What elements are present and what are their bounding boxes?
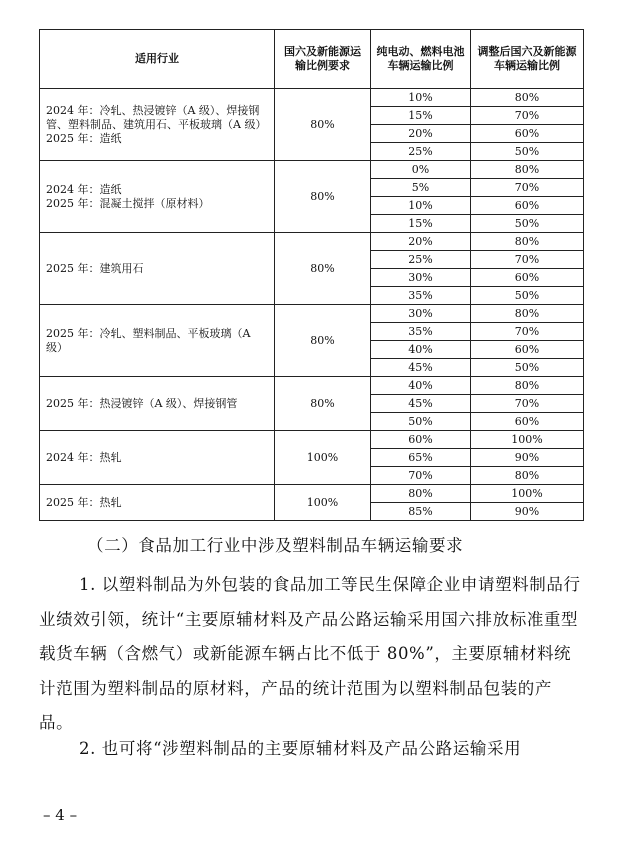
header-requirement: 国六及新能源运输比例要求 — [275, 30, 371, 89]
adjusted-ratio-cell: 50% — [471, 287, 584, 305]
industry-cell — [40, 161, 275, 233]
industry-line: 2025 年：造纸 — [46, 131, 122, 145]
table-row — [40, 305, 584, 323]
table-row — [40, 89, 584, 107]
industry-cell — [40, 305, 275, 377]
electric-ratio-cell: 10% — [371, 89, 471, 107]
electric-ratio-cell: 35% — [371, 287, 471, 305]
industry-line: 2025 年：建筑用石 — [46, 261, 144, 275]
electric-ratio-cell: 65% — [371, 449, 471, 467]
table-row — [40, 161, 584, 179]
adjusted-ratio-cell: 80% — [471, 377, 584, 395]
industry-line: 2025 年：热浸镀锌（A 级）、焊接钢管 — [46, 396, 238, 410]
adjusted-ratio-cell: 60% — [471, 413, 584, 431]
electric-ratio-cell: 40% — [371, 341, 471, 359]
adjusted-ratio-cell: 70% — [471, 179, 584, 197]
table-body — [40, 89, 584, 521]
adjusted-ratio-cell: 80% — [471, 161, 584, 179]
electric-ratio-cell: 10% — [371, 197, 471, 215]
electric-ratio-cell: 25% — [371, 251, 471, 269]
electric-ratio-cell: 85% — [371, 503, 471, 521]
industry-line: 2025 年：冷轧、塑料制品、平板玻璃（A 级） — [46, 326, 251, 354]
table-header-row — [40, 30, 584, 89]
industry-line: 2024 年：造纸 — [46, 182, 122, 196]
electric-ratio-cell: 70% — [371, 467, 471, 485]
industry-cell — [40, 431, 275, 485]
adjusted-ratio-cell: 70% — [471, 395, 584, 413]
adjusted-ratio-cell: 90% — [471, 503, 584, 521]
industry-line: 2024 年：热轧 — [46, 450, 122, 464]
industry-line: 2024 年：冷轧、热浸镀锌（A 级）、焊接钢管、塑料制品、建筑用石、平板玻璃（A 级） — [46, 103, 267, 131]
electric-ratio-cell: 50% — [371, 413, 471, 431]
table-row — [40, 485, 584, 503]
electric-ratio-cell: 45% — [371, 395, 471, 413]
adjusted-ratio-cell: 50% — [471, 215, 584, 233]
adjusted-ratio-cell: 60% — [471, 269, 584, 287]
header-industry: 适用行业 — [40, 30, 275, 89]
paragraph-2: 2. 也可将“涉塑料制品的主要原辅材料及产品公路运输采用 — [79, 739, 522, 758]
industry-line: 2025 年：热轧 — [46, 495, 122, 509]
electric-ratio-cell: 45% — [371, 359, 471, 377]
electric-ratio-cell: 20% — [371, 233, 471, 251]
adjusted-ratio-cell: 60% — [471, 197, 584, 215]
paragraph-1: 1. 以塑料制品为外包装的食品加工等民生保障企业申请塑料制品行业绩效引领，统计“主要原辅材料及产品公路运输采用国六排放标准重型载货车辆（含燃气）或新能源车辆占比不低于 80%”，主要原辅材料统计范围为塑料制品的原材料，产品的统计范围为以塑料制品包装的产品。 — [39, 575, 581, 732]
requirement-cell: 80% — [275, 305, 371, 377]
electric-ratio-cell: 35% — [371, 323, 471, 341]
adjusted-ratio-cell: 80% — [471, 467, 584, 485]
header-electric-ratio: 纯电动、燃料电池车辆运输比例 — [371, 30, 471, 89]
electric-ratio-cell: 30% — [371, 305, 471, 323]
requirement-cell: 80% — [275, 233, 371, 305]
adjusted-ratio-cell: 70% — [471, 323, 584, 341]
electric-ratio-cell: 0% — [371, 161, 471, 179]
table-row — [40, 431, 584, 449]
electric-ratio-cell: 20% — [371, 125, 471, 143]
adjusted-ratio-cell: 60% — [471, 341, 584, 359]
requirement-cell: 100% — [275, 431, 371, 485]
header-adjusted-ratio: 调整后国六及新能源车辆运输比例 — [471, 30, 584, 89]
electric-ratio-cell: 5% — [371, 179, 471, 197]
adjusted-ratio-cell: 90% — [471, 449, 584, 467]
electric-ratio-cell: 15% — [371, 107, 471, 125]
adjusted-ratio-cell: 100% — [471, 485, 584, 503]
requirement-cell: 80% — [275, 89, 371, 161]
subheading: （二）食品加工行业中涉及塑料制品车辆运输要求 — [87, 536, 464, 555]
electric-ratio-cell: 80% — [371, 485, 471, 503]
industry-cell — [40, 89, 275, 161]
electric-ratio-cell: 60% — [371, 431, 471, 449]
adjusted-ratio-cell: 60% — [471, 125, 584, 143]
adjusted-ratio-cell: 70% — [471, 107, 584, 125]
electric-ratio-cell: 30% — [371, 269, 471, 287]
industry-line: 2025 年：混凝土搅拌（原材料） — [46, 196, 210, 210]
adjusted-ratio-cell: 50% — [471, 359, 584, 377]
electric-ratio-cell: 15% — [371, 215, 471, 233]
industry-cell — [40, 377, 275, 431]
table-row — [40, 233, 584, 251]
industry-cell — [40, 233, 275, 305]
page-number: – 4 – — [43, 806, 78, 824]
adjusted-ratio-cell: 80% — [471, 89, 584, 107]
requirement-cell: 80% — [275, 377, 371, 431]
electric-ratio-cell: 40% — [371, 377, 471, 395]
requirement-cell: 100% — [275, 485, 371, 521]
table-row — [40, 377, 584, 395]
adjusted-ratio-cell: 70% — [471, 251, 584, 269]
requirement-cell: 80% — [275, 161, 371, 233]
adjusted-ratio-cell: 80% — [471, 305, 584, 323]
industry-cell — [40, 485, 275, 521]
adjusted-ratio-cell: 80% — [471, 233, 584, 251]
transport-ratio-table — [39, 29, 584, 521]
adjusted-ratio-cell: 100% — [471, 431, 584, 449]
electric-ratio-cell: 25% — [371, 143, 471, 161]
adjusted-ratio-cell: 50% — [471, 143, 584, 161]
